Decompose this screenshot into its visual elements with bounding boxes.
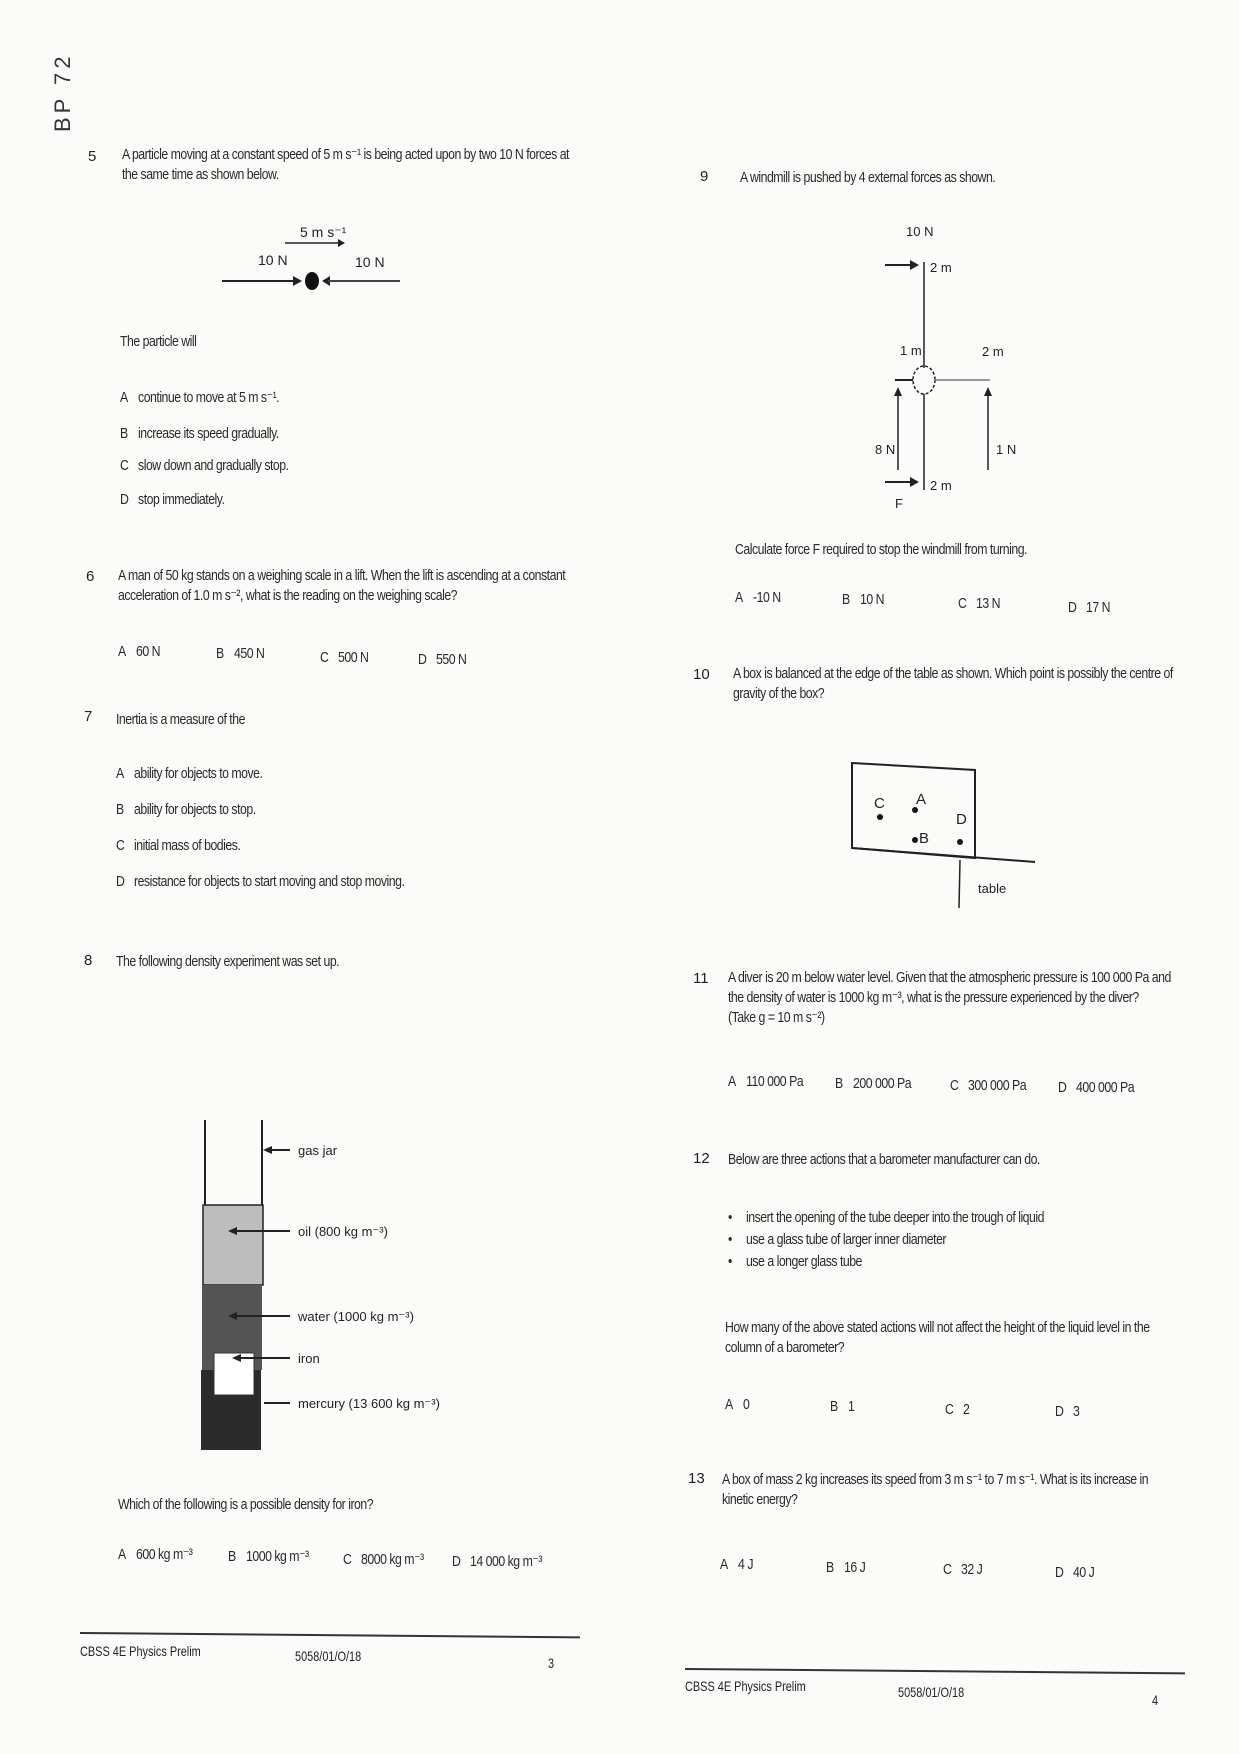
force-f-label: F (895, 496, 903, 510)
option-a[interactable]: A 110 000 Pa (728, 1073, 804, 1090)
option-b[interactable]: B increase its speed gradually. (120, 425, 279, 442)
arrow-right-icon (338, 239, 345, 247)
side-code: BP 72 (50, 52, 75, 132)
option-d[interactable]: D 14 000 kg m⁻³ (452, 1553, 542, 1570)
force-right-label: 10 N (355, 254, 385, 270)
page-number: 4 (1152, 1692, 1159, 1708)
footer-title: CBSS 4E Physics Prelim (80, 1643, 201, 1659)
footer-code: 5058/01/O/18 (295, 1648, 362, 1664)
footer-rule (685, 1668, 1185, 1674)
gas-jar-label: gas jar (298, 1143, 338, 1158)
option-b[interactable]: B 200 000 Pa (835, 1075, 912, 1092)
question-prompt: Calculate force F required to stop the windmill from turning. (735, 541, 1027, 558)
iron-label: iron (298, 1351, 320, 1366)
option-c[interactable]: C 8000 kg m⁻³ (343, 1551, 424, 1568)
option-a[interactable]: A 60 N (118, 643, 161, 660)
option-a[interactable]: A 4 J (720, 1556, 753, 1573)
option-b[interactable]: B ability for objects to stop. (116, 801, 256, 818)
question-number: 10 (693, 666, 710, 683)
point-d-label: D (956, 811, 967, 828)
question-stem: A box of mass 2 kg increases its speed from 3 m s⁻¹ to 7 m s⁻¹. What is its increase in (722, 1471, 1149, 1488)
option-a[interactable]: A ability for objects to move. (116, 765, 263, 782)
water-label: water (1000 kg m⁻³) (298, 1309, 414, 1324)
option-a[interactable]: A 600 kg m⁻³ (118, 1546, 193, 1563)
option-a[interactable]: A 0 (725, 1396, 750, 1413)
question-stem: acceleration of 1.0 m s⁻², what is the reading on the weighing scale? (118, 587, 458, 604)
question-stem: The following density experiment was set up. (116, 953, 340, 970)
option-d[interactable]: D stop immediately. (120, 491, 225, 508)
mercury-label: mercury (13 600 kg m⁻³) (298, 1396, 440, 1411)
table-label: table (978, 881, 1007, 896)
footer-rule (80, 1632, 580, 1638)
question-number: 9 (700, 168, 709, 185)
option-b[interactable]: B 1000 kg m⁻³ (228, 1548, 309, 1565)
question-stem: Below are three actions that a barometer manufacturer can do. (728, 1151, 1040, 1168)
option-d[interactable]: D 17 N (1068, 599, 1111, 616)
footer-title: CBSS 4E Physics Prelim (685, 1678, 806, 1694)
option-d[interactable]: D 3 (1055, 1403, 1080, 1420)
question-prompt: How many of the above stated actions will not affect the height of the liquid level in the (725, 1319, 1150, 1336)
option-d[interactable]: D 550 N (418, 651, 467, 668)
left-force-label: 8 N (875, 442, 896, 457)
table-top (852, 848, 1035, 862)
question-number: 6 (86, 568, 95, 585)
question-stem: Inertia is a measure of the (116, 711, 245, 728)
particle (305, 272, 319, 290)
oil-layer (203, 1205, 263, 1285)
top-arm-label: 2 m (930, 260, 952, 275)
question-prompt: Which of the following is a possible density for iron? (118, 1496, 374, 1513)
bottom-arm-label: 2 m (930, 478, 952, 493)
density-column-diagram (180, 1120, 440, 1460)
velocity-label: 5 m s⁻¹ (300, 224, 347, 240)
option-c[interactable]: C initial mass of bodies. (116, 837, 241, 854)
option-d[interactable]: D 400 000 Pa (1058, 1079, 1135, 1096)
option-c[interactable]: C 32 J (943, 1561, 983, 1578)
bullet-item: • use a longer glass tube (728, 1253, 862, 1270)
oil-label: oil (800 kg m⁻³) (298, 1224, 388, 1239)
question-stem: (Take g = 10 m s⁻²) (728, 1009, 825, 1026)
option-b[interactable]: B 16 J (826, 1559, 866, 1576)
windmill-diagram (870, 220, 1040, 510)
top-force-label: 10 N (906, 224, 934, 239)
footer-code: 5058/01/O/18 (898, 1684, 965, 1700)
option-d[interactable]: D 40 J (1055, 1564, 1095, 1581)
option-d[interactable]: D resistance for objects to start moving and stop moving. (116, 873, 405, 890)
question-number: 11 (693, 970, 709, 987)
option-c[interactable]: C 500 N (320, 649, 369, 666)
option-c[interactable]: C 2 (945, 1401, 970, 1418)
right-arm-label: 2 m (982, 344, 1004, 359)
option-b[interactable]: B 450 N (216, 645, 265, 662)
question-number: 12 (693, 1150, 710, 1167)
option-b[interactable]: B 1 (830, 1398, 855, 1415)
box-on-table-diagram (840, 760, 1040, 920)
arrow-right-icon (293, 276, 302, 286)
right-force-label: 1 N (996, 442, 1017, 457)
question-stem: A man of 50 kg stands on a weighing scale in a lift. When the lift is ascending at a constant (118, 567, 566, 584)
page-number: 3 (548, 1655, 555, 1671)
point-c-label: C (874, 795, 885, 812)
option-c[interactable]: C 300 000 Pa (950, 1077, 1027, 1094)
question-number: 5 (88, 148, 97, 165)
iron-block (214, 1353, 254, 1395)
windmill-hub (913, 366, 935, 394)
bullet-item: • insert the opening of the tube deeper into the trough of liquid (728, 1209, 1044, 1226)
option-c[interactable]: C slow down and gradually stop. (120, 457, 289, 474)
question-stem: A diver is 20 m below water level. Given that the atmospheric pressure is 100 000 Pa and (728, 969, 1171, 986)
question-stem: A particle moving at a constant speed of 5 m s⁻¹ is being acted upon by two 10 N forces at (122, 146, 569, 163)
option-a[interactable]: A continue to move at 5 m s⁻¹. (120, 389, 280, 406)
question-stem: kinetic energy? (722, 1491, 798, 1508)
option-c[interactable]: C 13 N (958, 595, 1001, 612)
point-a-label: A (916, 791, 927, 808)
question-stem: gravity of the box? (733, 685, 825, 702)
question-prompt: column of a barometer? (725, 1339, 845, 1356)
question-stem: A box is balanced at the edge of the table as shown. Which point is possibly the centre of (733, 665, 1173, 682)
question-number: 13 (688, 1470, 705, 1487)
question-number: 8 (84, 952, 93, 969)
point-b-label: B (919, 830, 930, 847)
left-arm-label: 1 m (900, 343, 922, 358)
question-stem: the same time as shown below. (122, 166, 279, 183)
question-prompt: The particle will (120, 333, 197, 350)
bullet-item: • use a glass tube of larger inner diameter (728, 1231, 947, 1248)
force-left-label: 10 N (258, 252, 288, 268)
particle-force-diagram (210, 220, 410, 310)
question-number: 7 (84, 708, 93, 725)
question-stem: A windmill is pushed by 4 external forces as shown. (740, 169, 996, 186)
question-stem: the density of water is 1000 kg m⁻³, what is the pressure experienced by the diver? (728, 989, 1139, 1006)
option-a[interactable]: A -10 N (735, 589, 781, 606)
option-b[interactable]: B 10 N (842, 591, 885, 608)
